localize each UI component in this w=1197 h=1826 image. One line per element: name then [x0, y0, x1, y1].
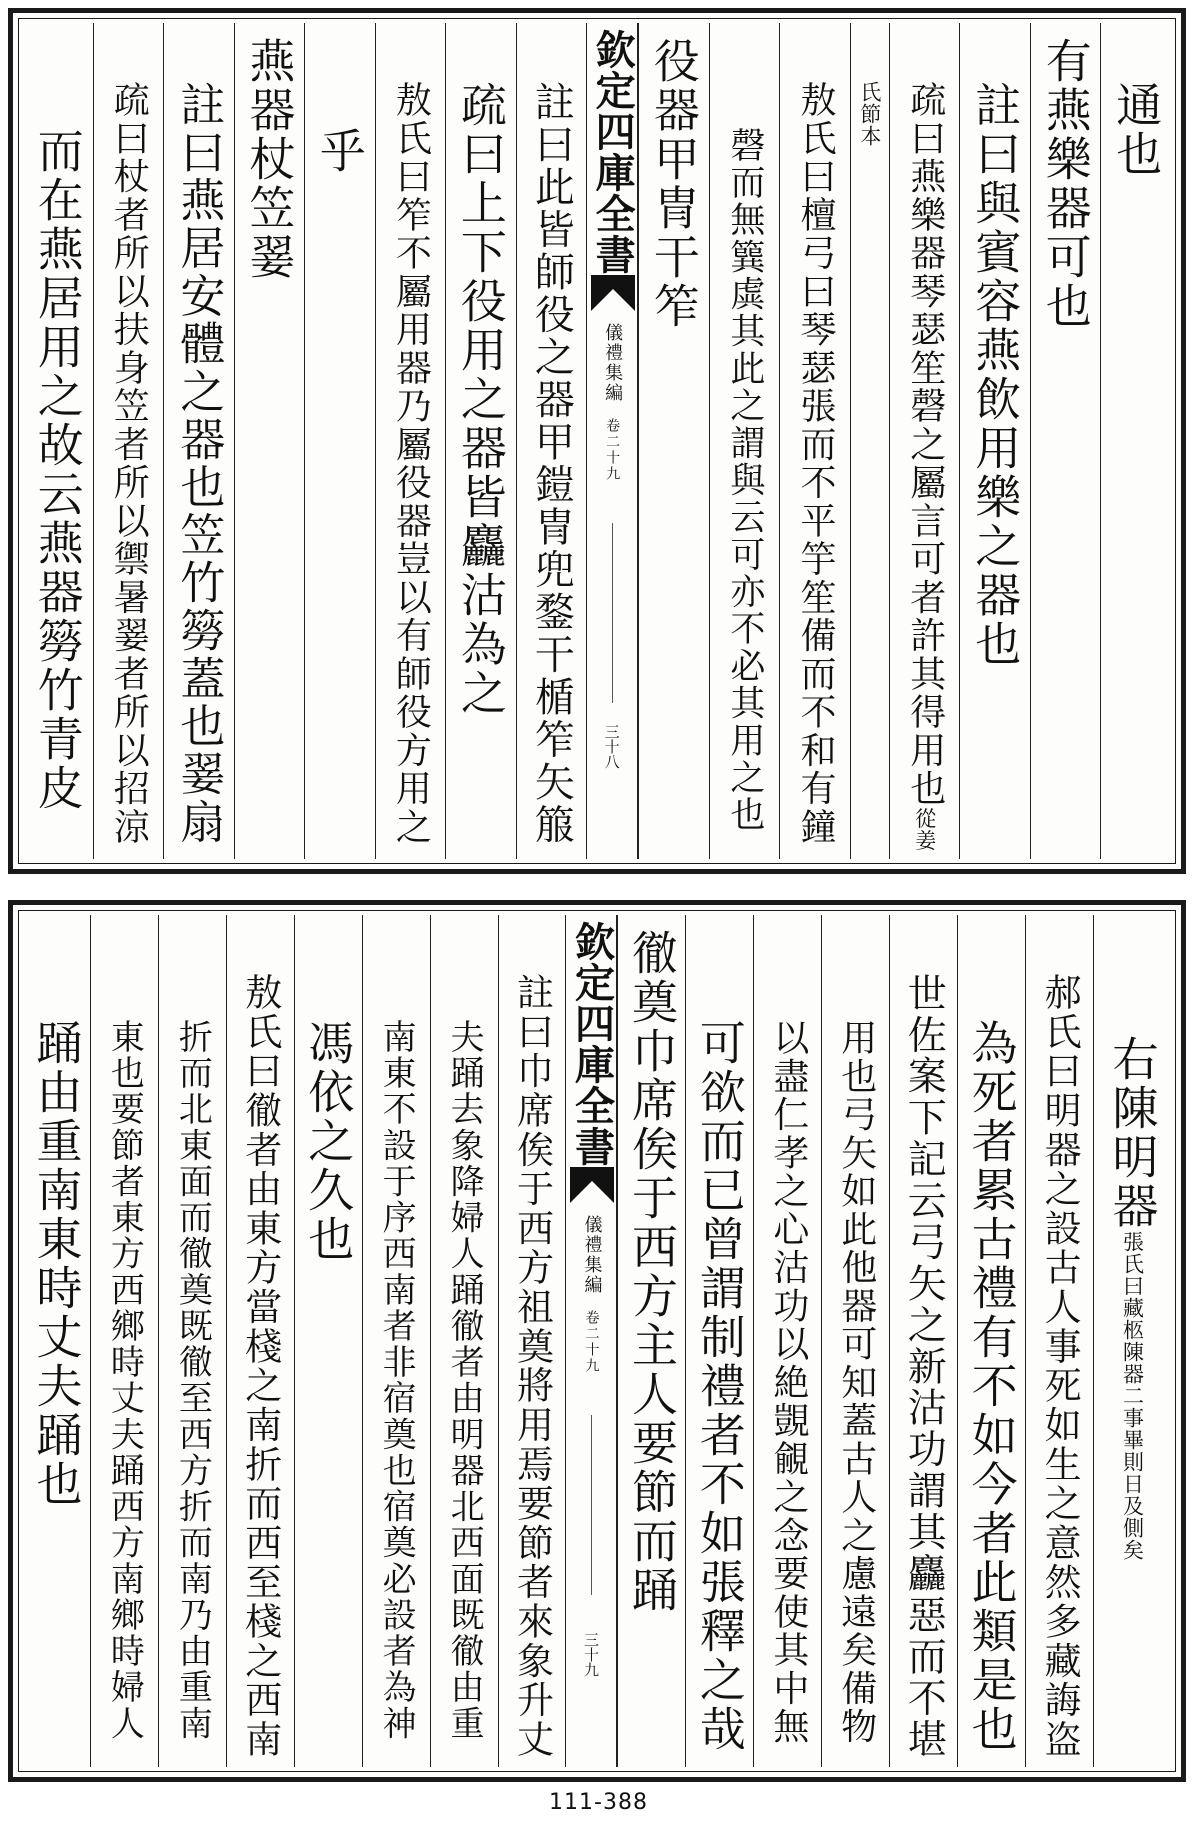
text-column: 折而北東面而徹奠既徹至西方折而南乃由重南 [158, 915, 226, 1767]
text-column: 用也弓矢如此他器可知蓋古人之慮遠矣備物 [821, 915, 889, 1767]
text-column: 敖氏曰徹者由東方當棧之南折而西至棧之西南 [226, 915, 294, 1767]
text-column: 敖氏曰笮不屬用器乃屬役器豈以有師役方用之 [375, 23, 446, 859]
text-column: 磬而無簨虡其此之謂與云可亦不必其用之也 [709, 23, 780, 859]
text-column: 為死者累古禮有不如今者此類是也 [957, 915, 1025, 1767]
folio-number: 三十八 [602, 724, 621, 769]
text-column: 註曰燕居安體之器也笠竹簩蓋也翣扇 [163, 23, 234, 859]
text-column [850, 23, 889, 859]
bottom-columns [23, 915, 1171, 1767]
center-fold [565, 915, 617, 1767]
text-column: 乎 [304, 23, 375, 859]
text-column: 踊由重南東時丈夫踊也 [29, 1019, 84, 1509]
fishtail-mark-icon [570, 1167, 614, 1207]
book-subtitle: 儀禮集編 [581, 1215, 603, 1295]
volume-label: 卷二十九 [604, 418, 621, 482]
text-column: 疏曰燕樂器琴瑟笙磬之屬言可者許其得用也從姜 [889, 23, 960, 859]
text-column: 疏曰杖者所以扶身笠者所以禦暑翣者所以招涼 [93, 23, 164, 859]
fold-divider [612, 523, 613, 703]
heading-column: 右陳明器張氏曰藏柩陳器二事畢則日及側矣 [1093, 915, 1171, 1767]
top-page-frame [8, 8, 1186, 874]
text-column: 註曰與賓容燕飲用樂之器也 [959, 23, 1030, 859]
text-column: 可欲而已曾謂制禮者不如張釋之哉 [685, 915, 753, 1767]
top-columns [23, 23, 1171, 859]
heading-column: 有燕樂器可也 [1030, 23, 1101, 859]
folio-number: 三十九 [581, 1632, 600, 1677]
text-column: 世佐案下記云弓矢之新沽功謂其麤惡而不堪 [889, 915, 957, 1767]
heading-column: 役器甲冑干笮 [638, 23, 709, 859]
page-number: 111-388 [549, 1790, 648, 1815]
text-column: 郝氏曰明器之設古人事死如生之意然多藏誨盗 [1025, 915, 1093, 1767]
heading-column: 燕器杖笠翣 [234, 23, 305, 859]
text-column: 註曰此皆師役之器甲鎧冑兜鍪干楯笮矢箙 [516, 23, 587, 859]
text-column: 敖氏曰檀弓曰琴瑟張而不平竽笙備而不和有鐘 [779, 23, 850, 859]
annotation-note: 從姜 [912, 807, 937, 852]
text-column: 馮依之久也 [294, 915, 362, 1767]
book-subtitle: 儀禮集編 [602, 323, 624, 403]
text-column: 通也 [1100, 23, 1171, 859]
book-title: 欽定四庫全書 [589, 29, 637, 275]
heading-column: 徹奠巾席俟于西方主人要節而踊 [617, 915, 685, 1767]
annotation-note: 張氏曰藏柩陳器二事畢則日及側矣 [1120, 1231, 1145, 1561]
text-column: 東也要節者東方西鄉時丈夫踊西方南鄉時婦人 [90, 915, 158, 1767]
volume-label: 卷二十九 [583, 1310, 600, 1374]
text-column: 疏曰上下役用之器皆麤沽為之 [445, 23, 516, 859]
fishtail-mark-icon [591, 275, 635, 315]
bottom-page-frame [8, 900, 1186, 1782]
annotation-note: 氏節本 [857, 81, 882, 147]
text-column: 註曰巾席俟于西方祖奠將用焉要節者來象升丈 [498, 915, 566, 1767]
book-title: 欽定四庫全書 [568, 921, 616, 1167]
text-column: 夫踊去象降婦人踊徹者由明器北西面既徹由重 [430, 915, 498, 1767]
fold-divider [591, 1415, 592, 1595]
text-column: 南東不設于序西南者非宿奠也宿奠必設者為神 [362, 915, 430, 1767]
text-column: 而在燕居用之故云燕器簩竹青皮 [30, 127, 85, 813]
text-column: 以盡仁孝之心沽功以絶覬覦之念要使其中無 [753, 915, 821, 1767]
center-fold [586, 23, 638, 859]
